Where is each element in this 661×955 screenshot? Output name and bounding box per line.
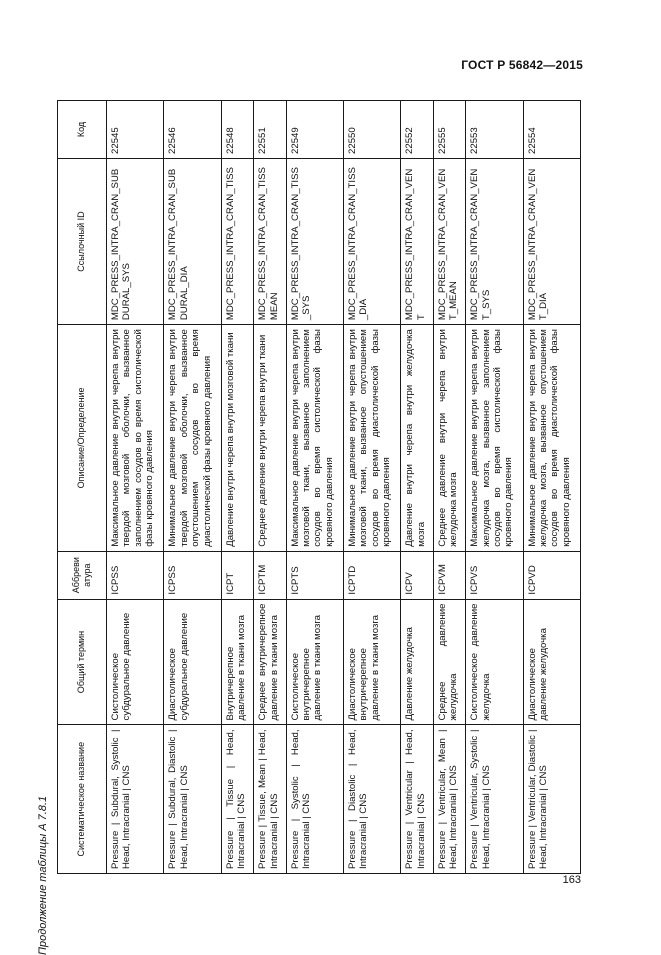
table-row (254, 101, 286, 874)
cell-systematic: Pressure | Subdural, Systolic | Head, Intracranial | CNS (107, 725, 164, 874)
cell-ref: MDC_PRESS_INTRA_CRAN_VENT (401, 158, 433, 324)
cell-ref: MDC_PRESS_INTRA_CRAN_SUBDURAL_SYS (107, 158, 164, 324)
cell-term: Систолическое субдуральное давление (107, 599, 164, 725)
col-header-term: Общий термин (58, 599, 107, 725)
cell-code: 22554 (523, 101, 580, 159)
cell-ref: MDC_PRESS_INTRA_CRAN_TISS (221, 158, 253, 324)
cell-desc: Минимальное давление внутри черепа внутри твердой мозговой оболочки, вызванное опустошением сосудов во время диастолической фазы кровяного давления (164, 325, 221, 552)
table-row (164, 101, 221, 874)
cell-code: 22545 (107, 101, 164, 159)
col-header-abbr: Аббреви атура (58, 551, 107, 599)
table-row (286, 101, 343, 874)
cell-code: 22546 (164, 101, 221, 159)
table-row (523, 101, 580, 874)
cell-systematic: Pressure | Systolic | Head, Intracranial | CNS (286, 725, 343, 874)
cell-systematic: Pressure | Tissue, Mean | Head, Intracranial | CNS (254, 725, 286, 874)
table-row (343, 101, 400, 874)
cell-code: 22548 (221, 101, 253, 159)
cell-desc: Среднее давление внутри черепа внутри ткани (254, 325, 286, 552)
cell-ref: MDC_PRESS_INTRA_CRAN_TISS_DIA (343, 158, 400, 324)
cell-term: Давление желудочка (401, 599, 433, 725)
document-header: ГОСТ Р 56842—2015 (461, 58, 583, 72)
cell-ref: MDC_PRESS_INTRA_CRAN_VENT_SYS (466, 158, 523, 324)
cell-desc: Давление внутри черепа внутри мозговой ткани (221, 325, 253, 552)
cell-code: 22551 (254, 101, 286, 159)
cell-code: 22555 (433, 101, 465, 159)
cell-term: Среднее внутричерепное давление в ткани мозга (254, 599, 286, 725)
table-row (466, 101, 523, 874)
cell-code: 22553 (466, 101, 523, 159)
cell-desc: Среднее давление внутри черепа внутри желудочка мозга (433, 325, 465, 552)
table-caption: Продолжение таблицы А 7.8.1 (37, 795, 49, 955)
cell-term: Систолическое внутричерепное давление в ткани мозга (286, 599, 343, 725)
cell-term: Диастолическое внутричерепное давление в ткани мозга (343, 599, 400, 725)
col-header-desc: Описание/Определение (58, 325, 107, 552)
cell-term: Диастолическое давление желудочка (523, 599, 580, 725)
table-row (401, 101, 433, 874)
cell-desc: Минимальное давление внутри черепа внутри мозговой ткани, вызванное опустошением сосудов во время диастолической фазы кровяного давления (343, 325, 400, 552)
cell-systematic: Pressure | Subdural, Diastolic | Head, Intracranial | CNS (164, 725, 221, 874)
cell-term: Систолическое давление желудочка (466, 599, 523, 725)
table-header-row (58, 101, 107, 874)
cell-ref: MDC_PRESS_INTRA_CRAN_SUBDURAL_DIA (164, 158, 221, 324)
table-row (433, 101, 465, 874)
cell-systematic: Pressure | Ventricular, Diastolic | Head, Intracranial | CNS (523, 725, 580, 874)
cell-code: 22549 (286, 101, 343, 159)
cell-abbr: ICPT (221, 551, 253, 599)
cell-abbr: ICPSS (107, 551, 164, 599)
cell-abbr: ICPV (401, 551, 433, 599)
cell-ref: MDC_PRESS_INTRA_CRAN_VENT_MEAN (433, 158, 465, 324)
cell-ref: MDC_PRESS_INTRA_CRAN_VENT_DIA (523, 158, 580, 324)
cell-abbr: ICPVD (523, 551, 580, 599)
col-header-code: Код (58, 101, 107, 159)
cell-desc: Максимальное давление внутри черепа внутри мозговой ткани, вызванное заполнением сосудов во время систолической фазы кровяного давления (286, 325, 343, 552)
cell-abbr: ICPTS (286, 551, 343, 599)
cell-desc: Минимальное давление внутри черепа внутри желудочка мозга, вызванное опустошением сосудов во время диастолической фазы кровяного давления (523, 325, 580, 552)
table-row (221, 101, 253, 874)
col-header-ref: Ссылочный ID (58, 158, 107, 324)
cell-desc: Максимальное давление внутри черепа внутри твердой мозговой оболочки, вызванное заполнением сосудов во время систолической фазы кровяного давления (107, 325, 164, 552)
cell-systematic: Pressure | Ventricular, Systolic | Head, Intracranial | CNS (466, 725, 523, 874)
cell-systematic: Pressure | Tissue | Head, Intracranial | CNS (221, 725, 253, 874)
rotated-table-container (57, 100, 581, 874)
terms-table (57, 100, 581, 874)
cell-desc: Максимальное давление внутри черепа внутри желудочка мозга, вызванное заполнением сосудов во время систолической фазы кровяного давления (466, 325, 523, 552)
cell-systematic: Pressure | Ventricular, Mean | Head, Intracranial | CNS (433, 725, 465, 874)
cell-term: Внутричерепное давление в ткани мозга (221, 599, 253, 725)
cell-term: Среднее давление желудочка (433, 599, 465, 725)
cell-term: Диастолическое субдуральное давление (164, 599, 221, 725)
col-header-systematic: Систематическое название (58, 725, 107, 874)
cell-systematic: Pressure | Ventricular | Head, Intracranial | CNS (401, 725, 433, 874)
cell-ref: MDC_PRESS_INTRA_CRAN_TISS_SYS (286, 158, 343, 324)
cell-ref: MDC_PRESS_INTRA_CRAN_TISSMEAN (254, 158, 286, 324)
cell-code: 22552 (401, 101, 433, 159)
table-row (107, 101, 164, 874)
cell-abbr: ICPTM (254, 551, 286, 599)
cell-abbr: ICPTD (343, 551, 400, 599)
cell-code: 22550 (343, 101, 400, 159)
cell-abbr: ICPSS (164, 551, 221, 599)
cell-abbr: ICPVM (433, 551, 465, 599)
cell-abbr: ICPVS (466, 551, 523, 599)
cell-systematic: Pressure | Diastolic | Head, Intracranial | CNS (343, 725, 400, 874)
cell-desc: Давление внутри черепа внутри желудочка мозга (401, 325, 433, 552)
page-number: 163 (562, 874, 581, 886)
